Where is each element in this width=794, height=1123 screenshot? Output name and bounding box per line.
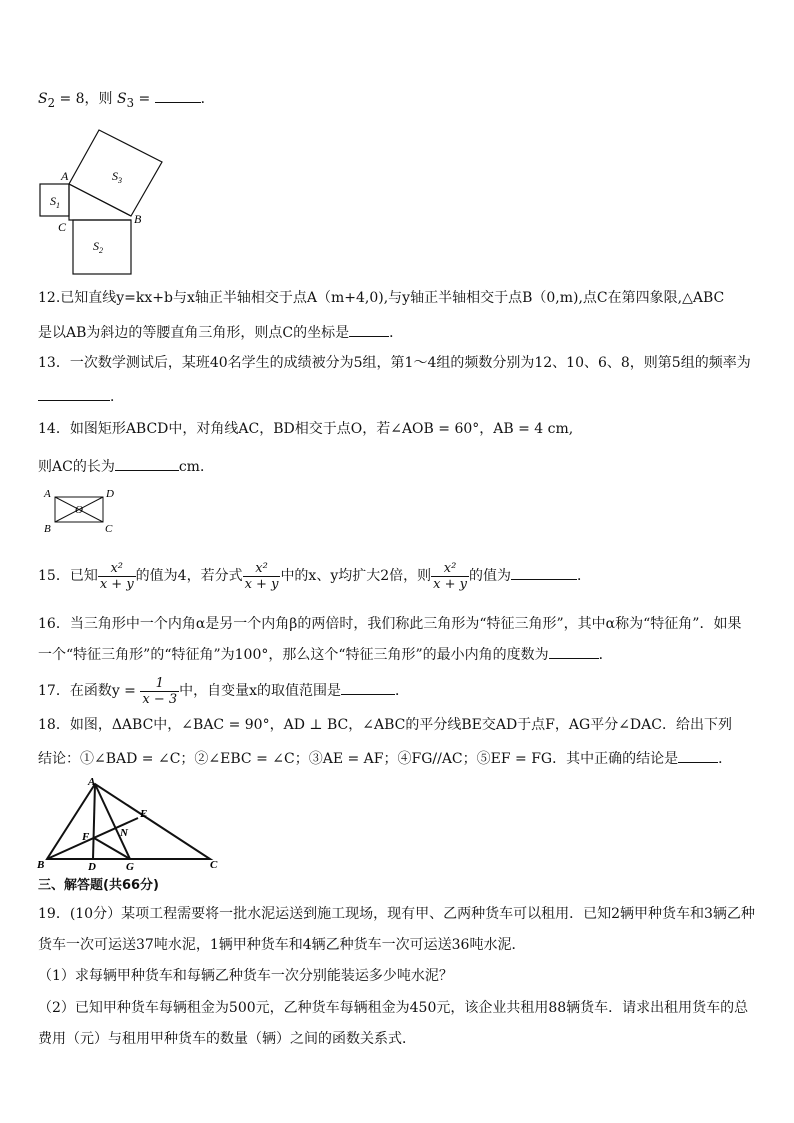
q16-text: 一个“特征三角形”的“特征角”为100°，那么这个“特征三角形”的最小内角的度数为 [38, 647, 549, 663]
answer-blank[interactable] [511, 565, 577, 580]
q16-line1: 16．当三角形中一个内角α是另一个内角β的两倍时，我们称此三角形为“特征三角形”，其中α称为“特征角”．如果 [38, 616, 742, 632]
fraction: $\frac{1}{x - 3}$ [142, 675, 178, 707]
segment-ad [93, 784, 95, 859]
label-d: D [88, 861, 96, 872]
label-b: B [44, 523, 51, 535]
q15-end: ． [577, 568, 591, 584]
answer-blank[interactable] [349, 322, 389, 337]
q17-text-a: 17．在函数y = [38, 683, 141, 699]
q17-end: ． [395, 683, 410, 699]
q14-line2 [38, 456, 214, 477]
label-d: D [106, 488, 114, 500]
answer-blank[interactable] [155, 88, 201, 103]
fraction: $\frac{\text{x²}}{x + y}$ [433, 560, 467, 592]
q16-end: ． [598, 647, 613, 663]
q15-text-d: 的值为 [469, 568, 511, 584]
s3-symbol: S [117, 91, 127, 107]
fraction: $\frac{\text{x²}}{x + y}$ [244, 560, 279, 592]
q14-figure [40, 486, 120, 538]
q18-line1: 18．如图，ΔABC中，∠BAC = 90°，AD ⊥ BC，∠ABC的平分线BE交AD于点F，AG平分∠DAC．给出下列 [38, 717, 732, 733]
q15-text-b: 的值为4，若分式 [135, 568, 243, 584]
q11-eq2: = [134, 91, 155, 107]
q11-end: ． [200, 91, 215, 107]
answer-blank[interactable] [38, 386, 110, 401]
label-a: A [61, 169, 69, 183]
label-o: O [75, 504, 83, 516]
label-c: C [105, 523, 113, 535]
q19-part2b: 费用（元）与租用甲种货车的数量（辆）之间的函数关系式． [38, 1031, 416, 1047]
triangle-hypotenuse [69, 184, 131, 216]
q14-unit: cm． [178, 459, 214, 475]
q14-line1: 14．如图矩形ABCD中，对角线AC，BD相交于点O，若∠AOB = 60°，AB = 4 cm, [38, 421, 574, 437]
label-b: B [37, 859, 45, 871]
s3-sub: 3 [126, 95, 135, 110]
q19-line1: 19．(10分）某项工程需要将一批水泥运送到施工现场，现有甲、乙两种货车可以租用．已知2辆甲种货车和3辆乙种 [38, 906, 755, 922]
q16-line2 [38, 644, 613, 665]
q18-figure [34, 776, 226, 872]
q14-text: 则AC的长为 [38, 459, 115, 475]
section-heading: 三、解答题(共66分) [38, 878, 159, 893]
q13-line2 [38, 386, 124, 407]
s2-sub: 2 [47, 95, 56, 110]
q12-text: 是以AB为斜边的等腰直角三角形，则点C的坐标是 [38, 325, 350, 341]
label-f: F [82, 831, 90, 843]
q13-end: ． [110, 389, 124, 405]
q11-figure [36, 126, 176, 276]
q19-line2: 货车一次可运送37吨水泥，1辆甲种货车和4辆乙种货车一次可运送36吨水泥． [38, 937, 526, 953]
s2-symbol: S [38, 91, 48, 107]
answer-blank[interactable] [549, 644, 599, 659]
q17-line [38, 671, 409, 711]
q12-line1: 12.已知直线y=kx+b与x轴正半轴相交于点A（m+4,0),与y轴正半轴相交于点B（0,m),点C在第四象限,△ABC [38, 290, 725, 306]
q11-text: = 8，则 [55, 91, 118, 107]
label-s1: $S_1$ [50, 194, 60, 210]
label-s2: $S_2$ [93, 239, 103, 255]
label-c: C [210, 859, 218, 871]
label-g: G [126, 861, 134, 872]
q18-text: 结论：①∠BAD = ∠C；②∠EBC = ∠C；③AE = AF；④FG//AC；⑤EF = FG．其中正确的结论是 [38, 751, 679, 767]
q13-line1: 13．一次数学测试后，某班40名学生的成绩被分为5组，第1～4组的频数分别为12、10、6、8，则第5组的频率为 [38, 355, 751, 371]
label-s3: $S_3$ [112, 169, 122, 185]
label-a: A [44, 488, 51, 500]
label-a: A [88, 776, 96, 788]
answer-blank[interactable] [115, 456, 179, 471]
q15-text-a: 15．已知 [38, 568, 98, 584]
q15-line [38, 556, 591, 596]
q12-line2 [38, 322, 403, 343]
q15-text-c: 中的x、y均扩大2倍，则 [280, 568, 432, 584]
label-e: E [140, 808, 148, 820]
answer-blank[interactable] [341, 680, 395, 695]
label-n: N [120, 827, 128, 839]
q18-line2 [38, 748, 732, 769]
q17-text-b: 中，自变量x的取值范围是 [179, 683, 342, 699]
label-b: B [134, 212, 142, 226]
q11-line [38, 88, 215, 113]
answer-blank[interactable] [678, 748, 718, 763]
fraction: $\frac{\text{x²}}{x + y}$ [99, 560, 134, 592]
q12-end: ． [389, 325, 404, 341]
label-c: C [58, 220, 67, 234]
q18-end: ． [718, 751, 733, 767]
q19-part1: （1）求每辆甲种货车和每辆乙种货车一次分别能装运多少吨水泥？ [38, 968, 453, 984]
q19-part2a: （2）已知甲种货车每辆租金为500元，乙种货车每辆租金为450元，该企业共租用88辆货车．请求出租用货车的总 [38, 1000, 749, 1016]
